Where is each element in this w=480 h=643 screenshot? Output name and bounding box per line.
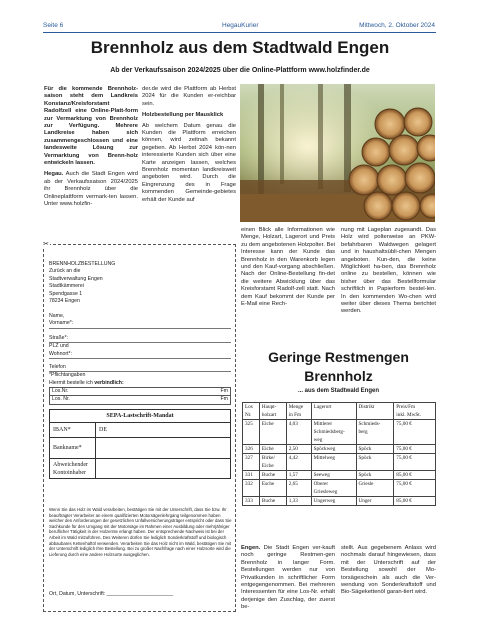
article-column-6: stellt. Aus gegebenem Anlass wird nochmals darauf hingewiesen, dass mit der Unterschrift auf der Bestellung sowohl der Mo-torsägeschein als auch die Ver-wendung von Sonderkraftstoff und Bio-Sägekettenöl garan-tiert wird. [341,545,436,596]
publication-name: HegauKurier [222,22,259,29]
street-label: Straße*: [49,335,231,343]
cell-line: Mittelweg [313,455,335,461]
table-cell [286,471,311,480]
account-holder-field[interactable] [96,459,231,479]
cell-line: 75,00 € [396,481,412,487]
order-text: Hiermit bestelle ich [49,379,95,386]
name-field[interactable] [49,313,231,329]
column-header [394,403,436,420]
table-header-row [243,403,436,420]
headline: Brennholz aus dem Stadtwald Engen [90,38,390,57]
table-cell [243,471,260,480]
iban-field[interactable]: DE [96,423,231,438]
header-line: Nr. [245,412,252,418]
table-cell [259,480,286,497]
address-line: Spendgasse 1 [49,290,83,297]
table-cell [394,471,436,480]
table-row [243,480,436,497]
header-line: Haupt- [261,404,277,410]
table-cell [243,420,260,445]
table-cell [286,454,311,471]
table-cell [259,497,286,506]
cell-line: 332 [245,481,253,487]
table-cell [259,420,286,445]
table-cell [356,454,394,471]
cell-line: weg [313,437,323,443]
header-rule [43,32,436,33]
table-cell [259,445,286,454]
subheadline: Ab der Verkaufssaison 2024/2025 über die Online-Plattform www.holzfinder.de [110,67,370,74]
section-heading: Holzbestellung per Mausklick [142,112,224,119]
paragraph-text: Die Stadt Engen ver-kauft noch geringe Restmen-gen Brennholz in langer Form. Bestellungen werden nur von Privatkunden in schriftlicher Form entgegengenommen. Bei mehreren Interessenten für eine Los-Nr. erhält derjenige den Zuschlag, der zuerst be- [241,545,335,611]
order-form [43,241,236,612]
form-address [49,261,231,305]
table-cell [286,445,311,454]
phone-field[interactable] [49,364,231,387]
cell-line: Mittlerer [313,421,333,427]
bank-name-field[interactable] [96,438,231,459]
lot-fields[interactable] [49,387,231,405]
cell-line: 75,00 € [396,455,412,461]
paragraph-text: Auch die Stadt Engen wird ab der Verkaufssaison 2024/2025 ihr Brennholz über die Onlineplattform vermark-ten lassen. Unter www.holzfin- [44,171,138,208]
cell-line: Buche [261,498,276,504]
table-cell [356,480,394,497]
sepa-title: SEPA-Lastschrift-Mandat [50,410,231,423]
cell-line: 327 [245,455,253,461]
table-cell [243,497,260,506]
page-header [0,0,480,30]
address-line: Stadtverwaltung Engen [49,275,103,282]
cell-line: Esche [261,481,275,487]
cell-line: 75,00 € [396,446,412,452]
table-cell [394,420,436,445]
header-line: Distrikt [358,404,375,410]
cell-line: Ungerweg [313,498,336,504]
table-cell [311,497,356,506]
table-cell [394,445,436,454]
section-subtitle: ... aus dem Stadtwald Engen [297,388,379,394]
table-cell [311,420,356,445]
cell-line: Griesle [358,481,374,487]
plz-label: PLZ und [49,343,69,350]
table-row [243,497,436,506]
article-column-1 [44,86,138,209]
cell-line: Schmieds- [358,421,381,427]
cell-line: Birke/ [261,455,275,461]
issue-date: Mittwoch, 2. Oktober 2024 [359,22,435,29]
cell-line: Seeweg [313,472,330,478]
lot-row[interactable] [50,388,230,396]
table-cell [356,471,394,480]
section-title-line: Geringe Restmengen [268,349,409,365]
page-number: Seite 6 [43,22,64,29]
fm-label: Fm [220,388,228,394]
cell-line: 4,03 [288,421,298,427]
table-cell [243,445,260,454]
cell-line: Griesleweg [313,489,338,495]
table-cell [243,480,260,497]
required-note: *Pflichtangaben [49,372,86,379]
cell-line: 325 [245,421,253,427]
forest-logs-image [240,84,435,222]
account-holder-line: Abweichender [53,461,88,468]
column-header [356,403,394,420]
firewood-photo [240,84,435,222]
cell-line: 1,33 [288,498,298,504]
address-line: Stadtkämmerei [49,283,84,290]
cell-line: 333 [245,498,253,504]
table-row [243,454,436,471]
lot-label: Los. Nr. [52,396,70,403]
table-row [243,420,436,445]
cell-line: 2,50 [288,446,298,452]
cell-line: 326 [245,446,253,452]
header-line: Lagerort [313,404,332,410]
table-cell [286,420,311,445]
cell-line: Eiche [261,421,274,427]
column-header [243,403,260,420]
table-row [243,445,436,454]
sepa-mandate-table [49,409,231,479]
account-holder-line: Kontoinhaber [53,469,86,476]
header-line: inkl. MwSt. [396,412,421,418]
table-cell [243,454,260,471]
cell-line: Buche [261,472,276,478]
signature-field[interactable]: Ort, Datum, Unterschrift: _______________________ [49,591,174,597]
article-column-5 [241,545,335,612]
header-line: Los [245,404,253,410]
cell-line: Eiche [261,446,274,452]
article-column-3: einen Blick alle Informationen wie Menge, Holzart, Lagerort und Preis zu dem angebotenen Holzpolter. Bei Interesse kann der Kunde das Brennholz in den Warenkorb legen und den Kauf-vorgang abschließen. Nach der Online-Bestellung fin-det die weitere Abwicklung über das Kreisforstamt Radolf-zell statt. Nach dem Kauf bekommt der Kunde per E-Mail eine Rech- [241,227,335,308]
cell-line: 331 [245,472,253,478]
phone-label: Telefon [49,364,231,372]
dateline: Hegau. [44,171,64,178]
paragraph: Ab welchem Datum genau die Kunden die Plattform erreichen können, wird zeitnah bekannt gegeben. Ab Herbst 2024 kön-nen interessierte Kunden sich über eine Karte anzeigen lassen, welches Brennholz momentan landkreisweit angeboten wird. Durch die Eingrenzung des in Frage kommenden Gemeinde-gebietes erhält der Kunde auf [142,122,236,203]
firewood-lots-table [242,402,436,506]
table-cell [356,420,394,445]
cell-line: Oberer [313,481,329,487]
dateline: Engen. [241,545,261,551]
table-cell [311,480,356,497]
form-title: BRENNHOLZBESTELLUNG [49,261,116,267]
cell-line: Schmiedsberg- [313,429,345,435]
header-line: in Fm [288,412,302,418]
table-cell [311,471,356,480]
section-title-line: Brennholz [304,368,373,384]
fm-label: Fm [220,396,228,403]
paragraph [44,171,138,208]
cell-line: Unger [358,498,372,504]
column-header [311,403,356,420]
lot-row[interactable] [50,396,230,403]
scissor-icon: ✂ [43,241,49,248]
table-cell [394,497,436,506]
header-line: Menge [288,404,304,410]
table-cell [311,445,356,454]
table-cell [286,480,311,497]
cell-line: 85,00 € [396,498,412,504]
vorname-label: Vorname*: [49,320,231,328]
bank-name-label: Bankname* [50,438,96,459]
cell-line: 4,42 [288,455,298,461]
cell-line: 85,00 € [396,472,412,478]
lot-label: Los.Nr. [52,388,69,394]
column-header [259,403,286,420]
table-cell [356,445,394,454]
cell-line: Spöck [358,446,372,452]
table-cell [356,497,394,506]
table-cell [311,454,356,471]
cell-line: 2,65 [288,481,298,487]
table-cell [286,497,311,506]
article-column-2 [142,86,236,204]
address-line: Zurück an die [49,268,81,275]
header-line: holzart [261,412,277,418]
lead-paragraph: Für die kommende Brennholz-saison steht dem Landkreis Konstanz/Kreisforstamt Radolfzell eine Online-Platt-form zur Vermarktung von Brennholz zur Verfügung. Mehrere Landkreise haben sich zusammengeschlossen und eine landesweite Lösung zur Vermarktung von Brenn-holz entwickeln lassen. [44,86,138,167]
table-cell [259,471,286,480]
header-line: Preis/Fm [396,404,416,410]
cell-line: berg [358,429,368,435]
article-column-4: nung mit Lageplan zugesandt. Das Holz wird polterweise an PKW-befahrbaren Waldwegen gelagert und in haushaltsübli-chen Mengen angeboten. Kun-den, die keine Möglichkeit ha-ben, das Brennholz online zu bestellen, können wie bisher über das Bestellformular schriftlich in Papierform bestel-len. In den kommenden Wo-chen wird weiter über dieses Thema berichtet werden. [341,227,436,315]
table-row [243,471,436,480]
cell-line: Spöckweg [313,446,336,452]
cell-line: 1,57 [288,472,298,478]
residence-label: Wohnort*: [49,351,231,359]
legal-notice: Wenn Sie das Holz im Wald verarbeiten, bestätigen Sie mit der Unterschrift, dass Sie bzw. Ihr beauftragter Verarbeiter an einem qualifizierten Motorsägenlehrgang teilgenommen haben welcher den Anforderungen der gesetzlichen Unfallversicherungsträger entspricht oder dass Sie Sachkunde für den Umgang mit der Motorsäge im Rahmen einer Ausbildung oder mehrjähriger beruflicher Tätigkeit in der Holzernte erlangt haben. Der entsprechende Nachweis ist bei der Arbeit im Wald mitzuführen. Des Weiteren dürfen Sie lediglich Sonderkraftstoff und biologisch abbaubares Kettenhaftöl verwenden. Verarbeiten Sie das Holz nicht im Wald, bestätigen Sie mit der Unterschrift lediglich Ihre Bestellung. Bei zu großer Nachfrage nach einer Holzsorte wird die Lieferung durch eine andere Holzsorte ausgeglichen. [49,507,232,557]
iban-label: IBAN* [50,423,96,438]
address-line: 78234 Engen [49,298,80,305]
name-label: Name, [49,313,65,319]
table-cell [259,454,286,471]
cell-line: 75,00 € [396,421,412,427]
table-cell [394,454,436,471]
account-holder-label [50,459,96,479]
order-binding: verbindlich: [94,379,124,386]
table-cell [394,480,436,497]
cell-line: Spöck [358,472,372,478]
cell-line: Eiche [261,463,274,469]
column-header [286,403,311,420]
paragraph: der.de wird die Plattform ab Herbst 2024 für die Kunden er-reichbar sein. [142,86,236,107]
address-field[interactable] [49,335,231,359]
cell-line: Spöck [358,455,372,461]
section-title [241,348,436,386]
